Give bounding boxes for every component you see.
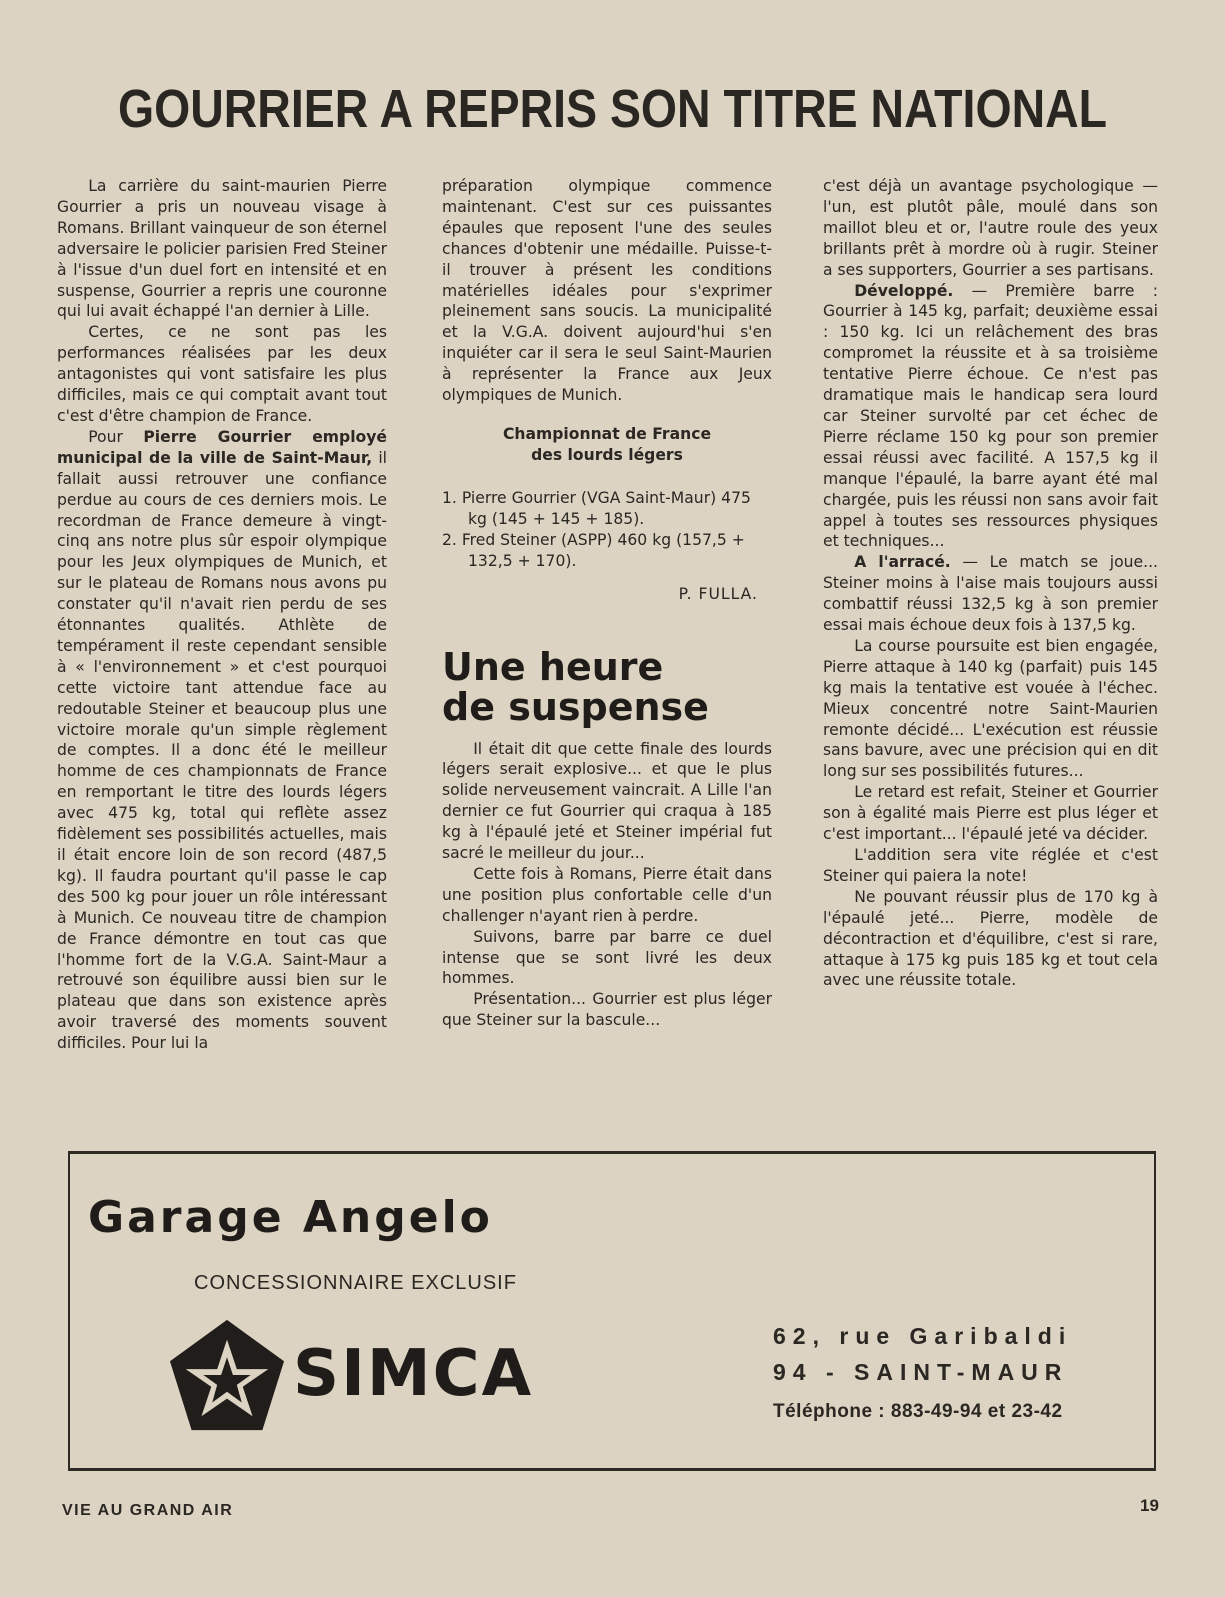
ad-brand-name: SIMCA [293,1337,534,1411]
ad-business-name: Garage Angelo [88,1192,493,1243]
text-run: — Le match se joue... Steiner moins à l'aise mais toujours aussi combattif réussi 132,5 kg à son premier essai mais échoue deux fois à 137,5 kg. [823,553,1158,635]
article-column-3 [823,176,1158,991]
bold-text: Pierre Gourrier employé municipal de la ville de Saint-Maur, [57,427,388,467]
paragraph: Ne pouvant réussir plus de 170 kg à l'épaulé jeté... Pierre, modèle de décontraction et d'équilibre, c'est si rare, attaque à 175 kg puis 185 kg et tout cela avec une réussite totale. [823,887,1158,990]
text-run: Pour [88,427,144,446]
paragraph: L'addition sera vite réglée et c'est Steiner qui paiera la note! [823,846,1158,885]
section-subhead [442,644,772,729]
results-list [442,488,772,572]
paragraph: préparation olympique commence maintenant. C'est sur ces puissantes épaules que reposent l'une des seules chances d'obtenir une médaille. Puisse-t-il trouver à présent les conditions matérielles idéales pour s'exprimer pleinement sans soucis. La municipalité et la V.G.A. doivent aujourd'hui s'en inquiéter car il sera le seul Saint-Maurien à représenter la France aux Jeux olympiques de Munich. [442,177,772,405]
article-column-2 [442,176,772,1031]
ad-border-left [68,1154,70,1468]
subhead-line: de suspense [442,684,709,729]
bold-text: A l'arracé. [854,553,951,572]
paragraph: Cette fois à Romans, Pierre était dans une position plus confortable celle d'un challenger n'ayant rien à perdre. [442,864,772,925]
paragraph: c'est déjà un avantage psychologique — l'un, est plutôt pâle, moulé dans son maillot bleu et or, l'autre roule des yeux brillants prêt à mordre où à rugir. Steiner a ses supporters, Gourrier a ses partisans. [823,177,1158,279]
results-title-line: Championnat de France [502,424,712,443]
ad-border-right [1154,1154,1156,1468]
text-run: il fallait aussi retrouver une confiance perdue au cours de ces derniers mois. Le recordman de France demeure à vingt-cinq ans notre plus sûr espoir olympique pour les Jeux olympiques de Munich, et sur le plateau de Romans nous avons pu constater qu'il n'avait rien perdu de ses étonnantes qualités. Athlète de tempérament il reste cependant sensible à « l'environnement » et c'est pourquoi cette victoire tant attendue face au redoutable Steiner et beaucoup plus une victoire morale qu'un simple règlement de comptes. Il a donc été le meilleur homme de ces championnats de France en remportant le titre des lourds légers avec 475 kg, total qui reflète assez fidèlement ses possibilités actuelles, mais il était encore loin de son record (487,5 kg). Il faudra pourtant qu'il passe le cap des 500 kg pour jouer un rôle intéressant à Munich. Ce nouveau titre de champion de France démontre en tout cas que l'homme fort de la V.G.A. Saint-Maur a retrouvé son équilibre aussi bien sur le plateau que dans son existence après avoir traversé des moments souvent difficiles. Pour lui la [57,448,387,1053]
simca-swallow-logo-icon [168,1317,286,1433]
results-title [442,424,772,466]
paragraph: Certes, ce ne sont pas les performances réalisées par les deux antagonistes qui vont satisfaire les plus difficiles, mais ce qui comptait avant tout c'est d'être champion de France. [57,323,387,425]
result-item: 1. Pierre Gourrier (VGA Saint-Maur) 475 kg (145 + 145 + 185). [442,488,751,528]
paragraph: Présentation... Gourrier est plus léger que Steiner sur la bascule... [442,990,772,1030]
paragraph: Il était dit que cette finale des lourds légers serait explosive... et que le plus solide nerveusement vaincrait. A Lille l'an dernier ce fut Gourrier qui craqua à 185 kg à l'épaulé jeté et Steiner impérial fut sacré le meilleur du jour... [442,739,772,863]
paragraph: La course poursuite est bien engagée, Pierre attaque à 140 kg (parfait) puis 145 kg mais la tentative est vouée à l'échec. Mieux concentré notre Saint-Maurien remonte décidé... L'exécution est réussie sans bavure, avec une précision qui en dit long sur ses possibilités futures... [823,636,1158,781]
result-item: 2. Fred Steiner (ASPP) 460 kg (157,5 + 132,5 + 170). [442,530,745,570]
bold-text: Développé. [854,281,954,300]
text-run: — Première barre : Gourrier à 145 kg, parfait; deuxième essai : 150 kg. Ici un relâchement des bras compromet la réussite et à sa troisième tentative Pierre échoue. Ce n'est pas dramatique mais le handicap sera lourd car Steiner survolté par cet échec de Pierre réclame 150 kg pour son premier essai réussi avec facilité. A 157,5 kg il manque l'épaulé, la barre ayant été mal chargée, puis les réussi non sans avoir fait appel à toutes ses ressources physiques et techniques... [823,281,1158,551]
publication-name: VIE AU GRAND AIR [62,1502,234,1519]
address-line: 94 - SAINT-MAUR [773,1359,1069,1385]
page-number: 19 [1140,1496,1159,1515]
article-column-1 [57,176,387,1054]
paragraph [57,427,387,1054]
subhead-line: Une heure [442,644,664,689]
article-headline: GOURRIER A REPRIS SON TITRE NATIONAL [117,79,1108,139]
address-line: 62, rue Garibaldi [773,1323,1073,1349]
paragraph [823,552,1158,636]
results-title-line: des lourds légers [531,445,683,464]
ad-address [773,1318,1103,1390]
ad-phone: Téléphone : 883-49-94 et 23-42 [773,1401,1063,1422]
ad-subtitle: CONCESSIONNAIRE EXCLUSIF [194,1272,517,1294]
paragraph [823,281,1158,553]
paragraph: La carrière du saint-maurien Pierre Gourrier a pris un nouveau visage à Romans. Brillant vainqueur de son éternel adversaire le policier parisien Fred Steiner à l'issue d'un duel fort en intensité et en suspense, Gourrier a repris une couronne qui lui avait échappé l'an dernier à Lille. [57,177,387,321]
author-signature: P. FULLA. [678,584,758,603]
advertisement-box [68,1151,1156,1471]
paragraph: Le retard est refait, Steiner et Gourrier son à égalité mais Pierre est plus léger et c'est important... l'épaulé jeté va décider. [823,783,1158,844]
paragraph: Suivons, barre par barre ce duel intense que se sont livré les deux hommes. [442,927,772,988]
